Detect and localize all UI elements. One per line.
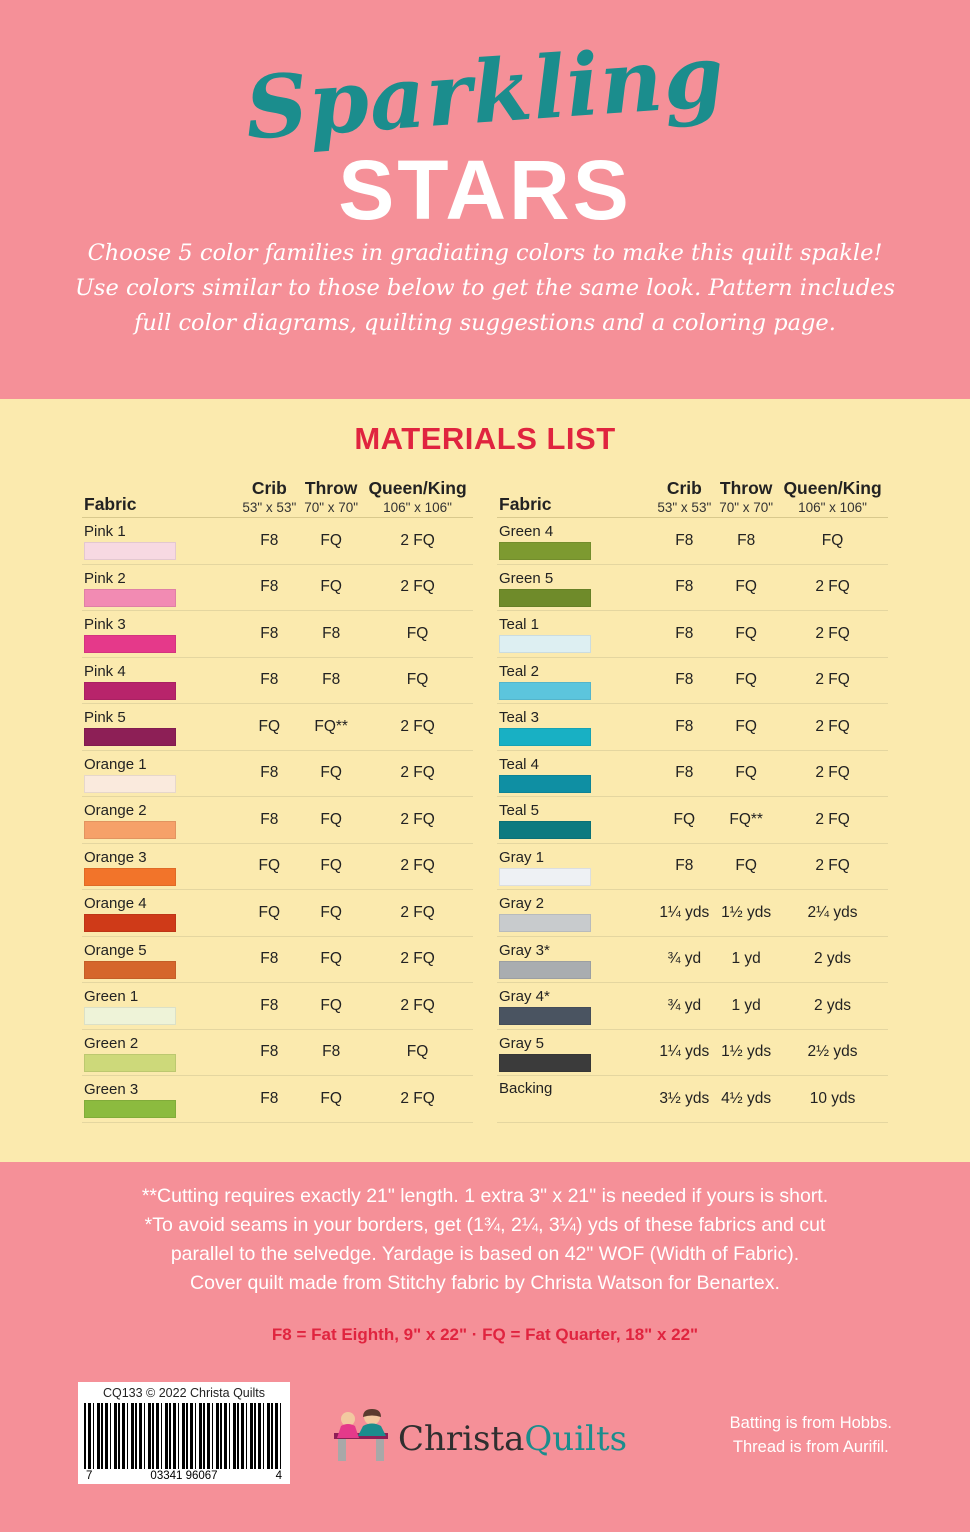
fabric-swatch — [499, 775, 591, 793]
note-line-4: Cover quilt made from Stitchy fabric by Christa Watson for Benartex. — [190, 1271, 780, 1294]
fabric-name: Pink 1 — [84, 523, 126, 541]
queenking-cell: 10 yds — [777, 1076, 888, 1123]
fabric-name: Gray 3* — [499, 941, 550, 959]
table-row — [82, 843, 473, 890]
fabric-name: Pink 3 — [84, 616, 126, 634]
fabric-name: Pink 2 — [84, 569, 126, 587]
fabric-swatch — [499, 1099, 591, 1119]
queenking-cell: 2 FQ — [362, 797, 473, 844]
table-row — [82, 657, 473, 704]
fabric-cell — [82, 1029, 238, 1076]
fabric-cell — [497, 983, 653, 1030]
crib-cell: 1¼ yds — [653, 890, 715, 937]
throw-cell: FQ — [300, 1076, 362, 1123]
fabric-cell — [82, 704, 238, 751]
fabric-cell — [497, 611, 653, 658]
fabric-swatch — [84, 961, 176, 979]
abbreviation-legend: F8 = Fat Eighth, 9" x 22" · FQ = Fat Quarter, 18" x 22" — [271, 1325, 699, 1345]
fabric-name: Green 5 — [499, 569, 554, 587]
queenking-cell: 2 FQ — [362, 750, 473, 797]
crib-cell: FQ — [238, 704, 300, 751]
throw-cell: FQ — [715, 843, 777, 890]
fabric-name: Gray 4* — [499, 988, 550, 1006]
throw-cell: F8 — [300, 657, 362, 704]
throw-cell: F8 — [300, 611, 362, 658]
subtitle-line-1: Choose 5 color families in gradiating colors to make this quilt spakle! — [87, 240, 883, 266]
fabric-name: Teal 2 — [499, 662, 540, 680]
fabric-name: Orange 4 — [84, 895, 147, 913]
throw-cell: FQ — [300, 518, 362, 565]
fabric-cell — [82, 1076, 238, 1123]
cover-header — [0, 25, 970, 399]
fabric-swatch — [84, 1054, 176, 1072]
fabric-cell — [82, 564, 238, 611]
fabric-cell — [497, 750, 653, 797]
fabric-cell — [82, 611, 238, 658]
throw-cell: FQ — [715, 704, 777, 751]
col-throw-label: Throw — [719, 478, 773, 498]
table-row — [497, 518, 888, 565]
fabric-swatch — [84, 914, 176, 932]
throw-cell: F8 — [715, 518, 777, 565]
fabric-swatch — [84, 1100, 176, 1118]
materials-title: MATERIALS LIST — [354, 421, 616, 456]
brand-logo — [330, 1407, 627, 1470]
queenking-cell: 2 FQ — [362, 518, 473, 565]
subtitle-line-3: full color diagrams, quilting suggestions and a coloring page. — [134, 309, 836, 336]
queenking-cell: 2 FQ — [777, 750, 888, 797]
crib-cell: ¾ yd — [653, 983, 715, 1030]
table-row — [497, 1076, 888, 1123]
table-row — [82, 983, 473, 1030]
fabric-cell — [497, 704, 653, 751]
throw-cell: FQ** — [300, 704, 362, 751]
barcode-icon — [84, 1403, 284, 1469]
quilter-illustration-icon — [330, 1407, 392, 1470]
crib-cell: FQ — [238, 843, 300, 890]
throw-cell: FQ — [300, 797, 362, 844]
fabric-swatch — [84, 775, 176, 793]
fabric-name: Orange 3 — [84, 848, 147, 866]
queenking-cell: 2 FQ — [777, 611, 888, 658]
table-row — [82, 611, 473, 658]
note-line-3: parallel to the selvedge. Yardage is based on 42" WOF (Width of Fabric). — [170, 1242, 800, 1265]
table-row — [82, 518, 473, 565]
throw-cell: FQ — [715, 657, 777, 704]
col-throw-label: Throw — [304, 478, 358, 498]
brand-name-quilts: Quilts — [524, 1418, 628, 1459]
throw-cell: FQ — [300, 564, 362, 611]
fabric-cell — [82, 936, 238, 983]
queenking-cell: FQ — [777, 518, 888, 565]
col-queenking-size: 106" x 106" — [798, 500, 867, 515]
queenking-cell: 2 FQ — [362, 564, 473, 611]
barcode-label: CQ133 © 2022 Christa Quilts — [102, 1386, 266, 1400]
throw-cell: F8 — [300, 1029, 362, 1076]
queenking-cell: 2 FQ — [362, 1076, 473, 1123]
crib-cell: F8 — [653, 518, 715, 565]
fabric-swatch — [84, 635, 176, 653]
queenking-cell: 2 FQ — [777, 704, 888, 751]
fabric-name: Gray 1 — [499, 848, 545, 866]
credit-batting: Batting is from Hobbs. — [729, 1414, 892, 1433]
table-row — [82, 1076, 473, 1123]
throw-cell: FQ — [715, 750, 777, 797]
fabric-cell — [82, 797, 238, 844]
brand-text — [398, 1419, 627, 1459]
logo-script-text: Sparkling — [242, 25, 728, 160]
fabric-swatch — [499, 542, 591, 560]
fabric-cell — [497, 564, 653, 611]
col-crib-size: 53" x 53" — [242, 500, 297, 515]
queenking-cell: 2 FQ — [777, 657, 888, 704]
fabric-swatch — [84, 682, 176, 700]
fabric-name: Orange 2 — [84, 802, 147, 820]
fabric-swatch — [84, 868, 176, 886]
queenking-cell: 2 FQ — [362, 704, 473, 751]
cover-footer — [0, 1162, 970, 1532]
barcode-block — [78, 1382, 290, 1484]
fabric-cell — [497, 518, 653, 565]
note-line-2: *To avoid seams in your borders, get (1¾, 2¼, 3¼) yds of these fabrics and cut — [144, 1213, 826, 1236]
col-queenking-size: 106" x 106" — [383, 500, 452, 515]
table-row — [497, 936, 888, 983]
crib-cell: F8 — [238, 611, 300, 658]
table-header-row — [497, 477, 888, 518]
col-crib — [653, 477, 715, 518]
fabric-swatch — [499, 1054, 591, 1072]
table-row — [497, 983, 888, 1030]
table-row — [82, 704, 473, 751]
fabric-name: Orange 5 — [84, 941, 147, 959]
queenking-cell: 2 FQ — [362, 890, 473, 937]
credit-thread: Thread is from Aurifil. — [732, 1438, 889, 1457]
throw-cell: FQ — [300, 936, 362, 983]
fabric-swatch — [84, 1007, 176, 1025]
col-throw — [715, 477, 777, 518]
fabric-name: Gray 5 — [499, 1034, 545, 1052]
materials-table-left — [82, 477, 473, 1123]
fabric-cell — [497, 657, 653, 704]
col-throw — [300, 477, 362, 518]
table-row — [497, 564, 888, 611]
cover-subtitle — [0, 236, 970, 341]
crib-cell: FQ — [653, 797, 715, 844]
fabric-cell — [497, 1076, 653, 1123]
table-row — [497, 843, 888, 890]
table-row — [497, 890, 888, 937]
crib-cell: F8 — [653, 704, 715, 751]
fabric-cell — [82, 890, 238, 937]
fabric-name: Pink 5 — [84, 709, 126, 727]
note-line-1: **Cutting requires exactly 21" length. 1 extra 3" x 21" is needed if yours is short. — [141, 1185, 829, 1207]
throw-cell: FQ — [300, 843, 362, 890]
throw-cell: 1½ yds — [715, 890, 777, 937]
table-row — [497, 657, 888, 704]
materials-tables — [0, 477, 970, 1123]
queenking-cell: 2 yds — [777, 983, 888, 1030]
throw-cell: 1 yd — [715, 936, 777, 983]
crib-cell: ¾ yd — [653, 936, 715, 983]
throw-cell: FQ — [300, 890, 362, 937]
supplier-credits — [730, 1412, 892, 1460]
crib-cell: F8 — [238, 983, 300, 1030]
crib-cell: F8 — [653, 843, 715, 890]
fabric-name: Orange 1 — [84, 755, 147, 773]
col-fabric: Fabric — [84, 494, 137, 514]
queenking-cell: 2 FQ — [777, 797, 888, 844]
queenking-cell: 2 FQ — [777, 843, 888, 890]
col-queenking-label: Queen/King — [368, 478, 467, 498]
barcode-digit-right: 4 — [275, 1470, 282, 1482]
col-queenking — [777, 477, 888, 518]
crib-cell: F8 — [238, 1076, 300, 1123]
col-throw-size: 70" x 70" — [304, 500, 359, 515]
fabric-swatch — [499, 682, 591, 700]
barcode-digit-left: 7 — [86, 1470, 93, 1482]
fabric-cell — [82, 657, 238, 704]
logo — [0, 25, 970, 237]
crib-cell: F8 — [238, 657, 300, 704]
table-row — [497, 797, 888, 844]
fabric-name: Teal 5 — [499, 802, 540, 820]
fabric-name: Green 3 — [84, 1081, 139, 1099]
fabric-name: Teal 4 — [499, 755, 540, 773]
barcode-digit-mid: 03341 96067 — [150, 1470, 218, 1482]
fabric-cell — [497, 797, 653, 844]
fabric-cell — [82, 843, 238, 890]
fabric-swatch — [84, 821, 176, 839]
crib-cell: F8 — [653, 657, 715, 704]
table-row — [82, 1029, 473, 1076]
fabric-cell — [82, 750, 238, 797]
crib-cell: F8 — [238, 1029, 300, 1076]
fabric-name: Teal 1 — [499, 616, 540, 634]
table-header-row — [82, 477, 473, 518]
fabric-swatch — [84, 542, 176, 560]
fabric-name: Green 1 — [84, 988, 139, 1006]
crib-cell: F8 — [653, 564, 715, 611]
fabric-cell — [497, 843, 653, 890]
queenking-cell: FQ — [362, 1029, 473, 1076]
fabric-name: Green 2 — [84, 1034, 139, 1052]
fabric-cell — [82, 983, 238, 1030]
table-row — [82, 564, 473, 611]
fabric-swatch — [499, 821, 591, 839]
throw-cell: 4½ yds — [715, 1076, 777, 1123]
fabric-name: Green 4 — [499, 523, 554, 541]
table-row — [497, 704, 888, 751]
crib-cell: 1¼ yds — [653, 1029, 715, 1076]
footer-notes — [0, 1182, 970, 1297]
fabric-cell — [497, 936, 653, 983]
crib-cell: F8 — [653, 750, 715, 797]
crib-cell: F8 — [653, 611, 715, 658]
col-crib-label: Crib — [666, 478, 702, 498]
crib-cell: F8 — [238, 797, 300, 844]
brand-name-christa: Christa — [398, 1418, 525, 1459]
materials-table-right — [497, 477, 888, 1123]
queenking-cell: 2 yds — [777, 936, 888, 983]
queenking-cell: 2 FQ — [362, 983, 473, 1030]
table-body-right — [497, 518, 888, 1123]
fabric-cell — [497, 890, 653, 937]
table-body-left — [82, 518, 473, 1123]
fabric-swatch — [499, 914, 591, 932]
barcode-digits — [84, 1469, 284, 1482]
throw-cell: 1 yd — [715, 983, 777, 1030]
crib-cell: FQ — [238, 890, 300, 937]
queenking-cell: FQ — [362, 611, 473, 658]
fabric-swatch — [84, 589, 176, 607]
materials-section — [0, 399, 970, 1162]
queenking-cell: FQ — [362, 657, 473, 704]
crib-cell: 3½ yds — [653, 1076, 715, 1123]
fabric-swatch — [499, 728, 591, 746]
throw-cell: FQ — [300, 750, 362, 797]
queenking-cell: 2½ yds — [777, 1029, 888, 1076]
fabric-swatch — [499, 961, 591, 979]
col-crib-size: 53" x 53" — [657, 500, 712, 515]
col-queenking — [362, 477, 473, 518]
logo-main-text: STARS — [338, 143, 632, 237]
crib-cell: F8 — [238, 564, 300, 611]
fabric-name: Backing — [499, 1080, 553, 1098]
fabric-swatch — [499, 868, 591, 886]
table-row — [497, 611, 888, 658]
col-crib — [238, 477, 300, 518]
fabric-swatch — [499, 635, 591, 653]
throw-cell: FQ — [715, 564, 777, 611]
throw-cell: FQ** — [715, 797, 777, 844]
fabric-swatch — [499, 589, 591, 607]
subtitle-line-2: Use colors similar to those below to get the same look. Pattern includes — [74, 274, 896, 301]
table-row — [82, 936, 473, 983]
queenking-cell: 2 FQ — [362, 936, 473, 983]
queenking-cell: 2 FQ — [777, 564, 888, 611]
crib-cell: F8 — [238, 936, 300, 983]
fabric-name: Teal 3 — [499, 709, 540, 727]
table-row — [82, 750, 473, 797]
throw-cell: FQ — [300, 983, 362, 1030]
col-crib-label: Crib — [251, 478, 287, 498]
fabric-cell — [497, 1029, 653, 1076]
col-throw-size: 70" x 70" — [719, 500, 774, 515]
fabric-name: Gray 2 — [499, 895, 545, 913]
throw-cell: FQ — [715, 611, 777, 658]
table-row — [497, 750, 888, 797]
table-row — [82, 797, 473, 844]
fabric-swatch — [84, 728, 176, 746]
table-row — [497, 1029, 888, 1076]
fabric-name: Pink 4 — [84, 662, 126, 680]
crib-cell: F8 — [238, 518, 300, 565]
table-row — [82, 890, 473, 937]
crib-cell: F8 — [238, 750, 300, 797]
col-fabric: Fabric — [499, 494, 552, 514]
queenking-cell: 2 FQ — [362, 843, 473, 890]
throw-cell: 1½ yds — [715, 1029, 777, 1076]
col-queenking-label: Queen/King — [783, 478, 882, 498]
queenking-cell: 2¼ yds — [777, 890, 888, 937]
fabric-swatch — [499, 1007, 591, 1025]
fabric-cell — [82, 518, 238, 565]
